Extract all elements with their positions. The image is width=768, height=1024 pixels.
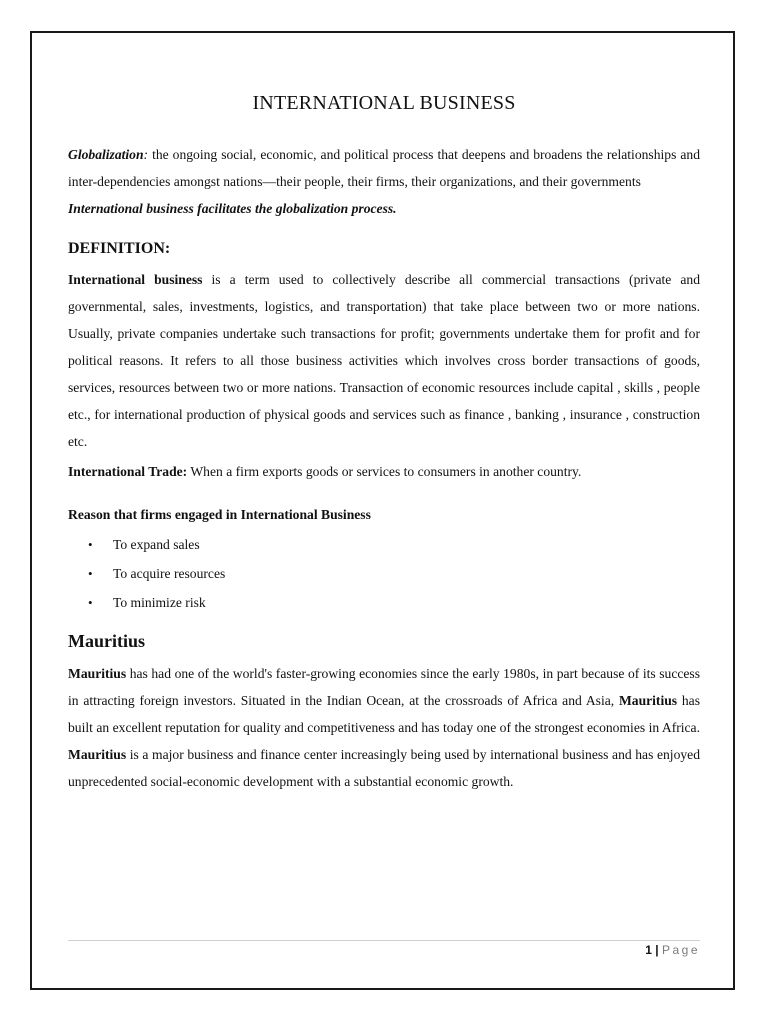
facilitates-line: International business facilitates the globalization process. [68,201,397,216]
mauritius-heading: Mauritius [68,631,146,651]
definition-text: is a term used to collectively describe all commercial transactions (private and governmental, sales, investments, logistics, and transportation) that take place between two or more nations. Usually, private companies undertake such transactions for profit; governments undertake them for profit and for political reasons. It refers to all those business activities which involves cross border transactions of goods, services, resources between two or more nations. Transaction of economic resources include capital , skills , people etc., for international production of physical goods and services such as finance , banking , insurance , construction etc. [68,272,700,449]
globalization-paragraph [68,141,700,195]
list-item [88,588,700,617]
mauritius-term: Mauritius [618,693,678,708]
document-body [68,92,700,795]
mauritius-text-2: has built an excellent reputation for quality and competitiveness and has today one of the strongest economies in Africa. [68,693,700,735]
reason-text: To minimize risk [113,595,206,610]
page-footer [645,943,700,957]
bullet-icon: • [88,595,93,610]
reason-text: To expand sales [113,537,200,552]
definition-paragraph [68,266,700,455]
globalization-colon: : [143,147,149,162]
document-title: INTERNATIONAL BUSINESS [252,92,516,114]
mauritius-term: Mauritius [68,747,127,762]
page-number: 1 [645,943,652,957]
trade-paragraph [68,458,700,485]
mauritius-term: Mauritius [68,666,127,681]
mauritius-text-1: has had one of the world's faster-growing economies since the early 1980s, in part because of its success in attracting foreign investors. Situated in the Indian Ocean, at the crossroads of Africa and Asia, [68,666,700,708]
trade-term: International Trade: [68,464,188,479]
globalization-text: the ongoing social, economic, and political process that deepens and broadens the relationships and inter-dependencies amongst nations—their people, their firms, their organizations, and their governments [68,147,700,189]
globalization-term: Globalization [68,147,144,162]
list-item [88,559,700,588]
footer-divider [68,940,700,941]
bullet-icon: • [88,566,93,581]
mauritius-paragraph [68,660,700,795]
definition-heading: DEFINITION: [68,240,171,257]
reasons-heading: Reason that firms engaged in International Business [68,507,371,522]
footer-separator: | [651,943,662,957]
reasons-list [68,530,700,617]
page-word: Page [661,943,700,957]
list-item [88,530,700,559]
reason-text: To acquire resources [113,566,226,581]
mauritius-text-3: is a major business and finance center increasingly being used by international business and has enjoyed unprecedented social-economic development with a substantial economic growth. [68,747,700,789]
bullet-icon: • [88,537,93,552]
trade-text: When a firm exports goods or services to consumers in another country. [187,464,582,479]
definition-term: International business [68,272,203,287]
